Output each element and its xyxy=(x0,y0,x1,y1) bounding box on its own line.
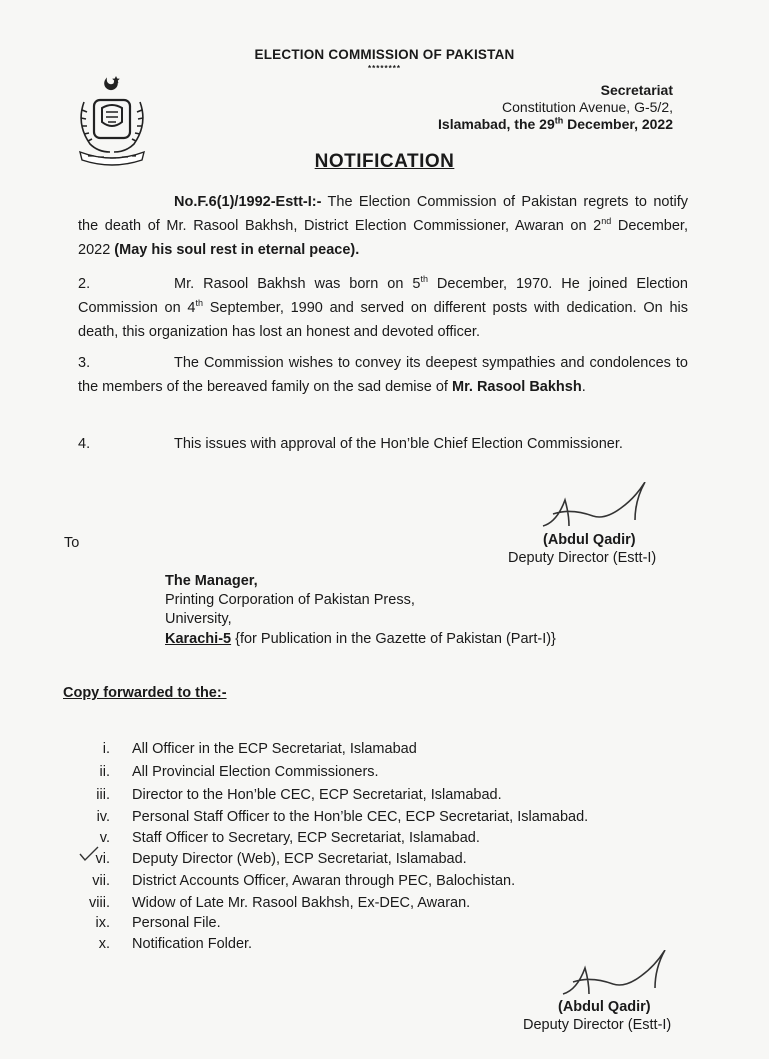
list-item: ii. All Provincial Election Commissioners. xyxy=(99,764,379,780)
signature-1-name: (Abdul Qadir) xyxy=(543,532,636,548)
list-item: iv. Personal Staff Officer to the Hon’ble CEC, ECP Secretariat, Islamabad. xyxy=(96,809,589,825)
list-item: ix. Personal File. xyxy=(95,915,221,931)
address-line-1: Secretariat xyxy=(600,82,673,98)
addressee-line-1: The Manager, xyxy=(165,573,258,589)
addressee-line-3: University, xyxy=(165,611,232,627)
notification-reference: No.F.6(1)/1992-Estt-I:- xyxy=(174,194,322,210)
address-date-line: Islamabad, the 29th December, 2022 xyxy=(438,115,673,132)
addressee-line-2: Printing Corporation of Pakistan Press, xyxy=(165,592,415,608)
tick-mark-icon xyxy=(78,845,100,863)
heading-stars: ******** xyxy=(368,64,401,73)
signature-1-designation: Deputy Director (Estt-I) xyxy=(508,550,657,566)
signature-2-designation: Deputy Director (Estt-I) xyxy=(523,1017,672,1033)
paragraph-1: No.F.6(1)/1992-Estt-I:- The Election Commission of Pakistan regrets to notify the death of Mr. Rasool Bakhsh, District Election Commissioner, Awaran on 2nd December, 2022 (May his soul rest in eternal peace). xyxy=(78,194,688,258)
address-line-2: Constitution Avenue, G-5/2, xyxy=(502,99,673,115)
list-item: i. All Officer in the ECP Secretariat, Islamabad xyxy=(102,741,417,757)
paragraph-2: 2. Mr. Rasool Bakhsh was born on 5th December, 1970. He joined Election Commission on 4th September, 1990 and served on different posts with dedication. On his death, this organization has lost an honest and devoted officer. xyxy=(78,274,688,340)
copy-forwarded-heading: Copy forwarded to the:- xyxy=(63,685,227,701)
addressee-line-4: Karachi-5 {for Publication in the Gazette of Pakistan (Part-I)} xyxy=(165,631,556,647)
signature-scrawl-2 xyxy=(555,950,685,1000)
organization-heading: ELECTION COMMISSION OF PAKISTAN xyxy=(254,47,515,62)
list-item: vii. District Accounts Officer, Awaran through PEC, Balochistan. xyxy=(92,873,516,889)
list-item: iii. Director to the Hon’ble CEC, ECP Secretariat, Islamabad. xyxy=(96,787,502,803)
list-item: viii. Widow of Late Mr. Rasool Bakhsh, Ex-DEC, Awaran. xyxy=(89,895,471,911)
paragraph-3: 3. The Commission wishes to convey its deepest sympathies and condolences to the members of the bereaved family on the sad demise of Mr. Rasool Bakhsh. xyxy=(78,355,688,395)
signature-scrawl-1 xyxy=(535,482,665,532)
list-item: v. Staff Officer to Secretary, ECP Secretariat, Islamabad. xyxy=(99,830,480,846)
notification-title: NOTIFICATION xyxy=(314,151,455,172)
to-label: To xyxy=(64,535,80,551)
signature-2-name: (Abdul Qadir) xyxy=(558,999,651,1015)
list-item: vi. Deputy Director (Web), ECP Secretariat, Islamabad. xyxy=(95,851,467,867)
list-item: x. Notification Folder. xyxy=(98,936,253,952)
paragraph-4: 4. This issues with approval of the Hon’ble Chief Election Commissioner. xyxy=(78,436,623,452)
